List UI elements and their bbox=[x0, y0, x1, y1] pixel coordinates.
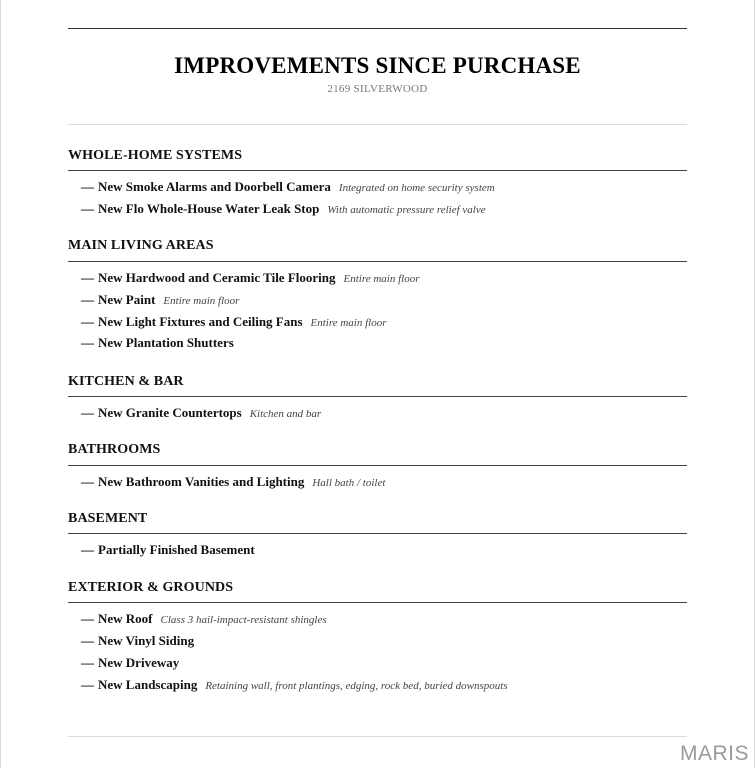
item-title: New Landscaping bbox=[98, 677, 198, 692]
list-item bbox=[81, 201, 486, 218]
item-note: Retaining wall, front plantings, edging, rock bed, buried downspouts bbox=[205, 680, 508, 692]
section-title-exterior-grounds: EXTERIOR & GROUNDS bbox=[68, 580, 234, 595]
subtitle-divider bbox=[68, 124, 687, 125]
list-item bbox=[81, 633, 194, 649]
item-title: New Granite Countertops bbox=[98, 405, 242, 420]
item-note: Integrated on home security system bbox=[338, 182, 495, 194]
item-marker: — bbox=[81, 474, 94, 489]
list-item bbox=[81, 474, 385, 491]
item-note: Kitchen and bar bbox=[249, 408, 322, 420]
section-divider bbox=[68, 170, 687, 171]
item-note: Class 3 hail-impact-resistant shingles bbox=[160, 614, 327, 626]
section-divider bbox=[68, 396, 687, 397]
item-marker: — bbox=[81, 655, 94, 670]
list-item bbox=[81, 179, 495, 196]
item-marker: — bbox=[81, 677, 94, 692]
list-item bbox=[81, 542, 255, 558]
item-marker: — bbox=[81, 179, 94, 194]
list-item bbox=[81, 314, 387, 331]
item-title: New Paint bbox=[98, 292, 156, 307]
item-title: New Hardwood and Ceramic Tile Flooring bbox=[98, 270, 336, 285]
section-divider bbox=[68, 533, 687, 534]
item-marker: — bbox=[81, 270, 94, 285]
section-divider bbox=[68, 465, 687, 466]
page-left-edge bbox=[0, 0, 1, 768]
item-marker: — bbox=[81, 292, 94, 307]
list-item bbox=[81, 677, 508, 694]
top-divider bbox=[68, 28, 687, 29]
item-marker: — bbox=[81, 542, 94, 557]
item-title: New Roof bbox=[98, 611, 153, 626]
item-marker: — bbox=[81, 405, 94, 420]
page-subtitle: 2169 SILVERWOOD bbox=[327, 83, 428, 95]
item-title: New Light Fixtures and Ceiling Fans bbox=[98, 314, 303, 329]
item-note: Entire main floor bbox=[163, 295, 240, 307]
page-title: IMPROVEMENTS SINCE PURCHASE bbox=[174, 53, 581, 78]
section-title-bathrooms: BATHROOMS bbox=[68, 442, 161, 457]
list-item bbox=[81, 292, 239, 309]
section-title-kitchen-bar: KITCHEN & BAR bbox=[68, 374, 184, 389]
list-item bbox=[81, 405, 321, 422]
item-marker: — bbox=[81, 611, 94, 626]
section-divider bbox=[68, 261, 687, 262]
section-title-main-living-areas: MAIN LIVING AREAS bbox=[68, 238, 214, 253]
item-title: Partially Finished Basement bbox=[98, 542, 255, 557]
item-marker: — bbox=[81, 314, 94, 329]
item-note: Entire main floor bbox=[310, 317, 387, 329]
item-marker: — bbox=[81, 633, 94, 648]
list-item bbox=[81, 611, 327, 628]
item-title: New Flo Whole-House Water Leak Stop bbox=[98, 201, 320, 216]
section-title-basement: BASEMENT bbox=[68, 511, 148, 526]
item-title: New Vinyl Siding bbox=[98, 633, 195, 648]
watermark: MARIS bbox=[679, 742, 749, 765]
item-note: Entire main floor bbox=[343, 273, 420, 285]
item-title: New Smoke Alarms and Doorbell Camera bbox=[98, 179, 331, 194]
list-item bbox=[81, 335, 234, 351]
bottom-divider bbox=[68, 736, 687, 737]
section-title-whole-home-systems: WHOLE-HOME SYSTEMS bbox=[68, 148, 243, 163]
list-item bbox=[81, 655, 179, 671]
item-note: With automatic pressure relief valve bbox=[327, 204, 486, 216]
section-divider bbox=[68, 602, 687, 603]
item-title: New Driveway bbox=[98, 655, 180, 670]
item-marker: — bbox=[81, 335, 94, 350]
item-title: New Bathroom Vanities and Lighting bbox=[98, 474, 305, 489]
item-marker: — bbox=[81, 201, 94, 216]
item-title: New Plantation Shutters bbox=[98, 335, 234, 350]
item-note: Hall bath / toilet bbox=[312, 477, 386, 489]
list-item bbox=[81, 270, 419, 287]
